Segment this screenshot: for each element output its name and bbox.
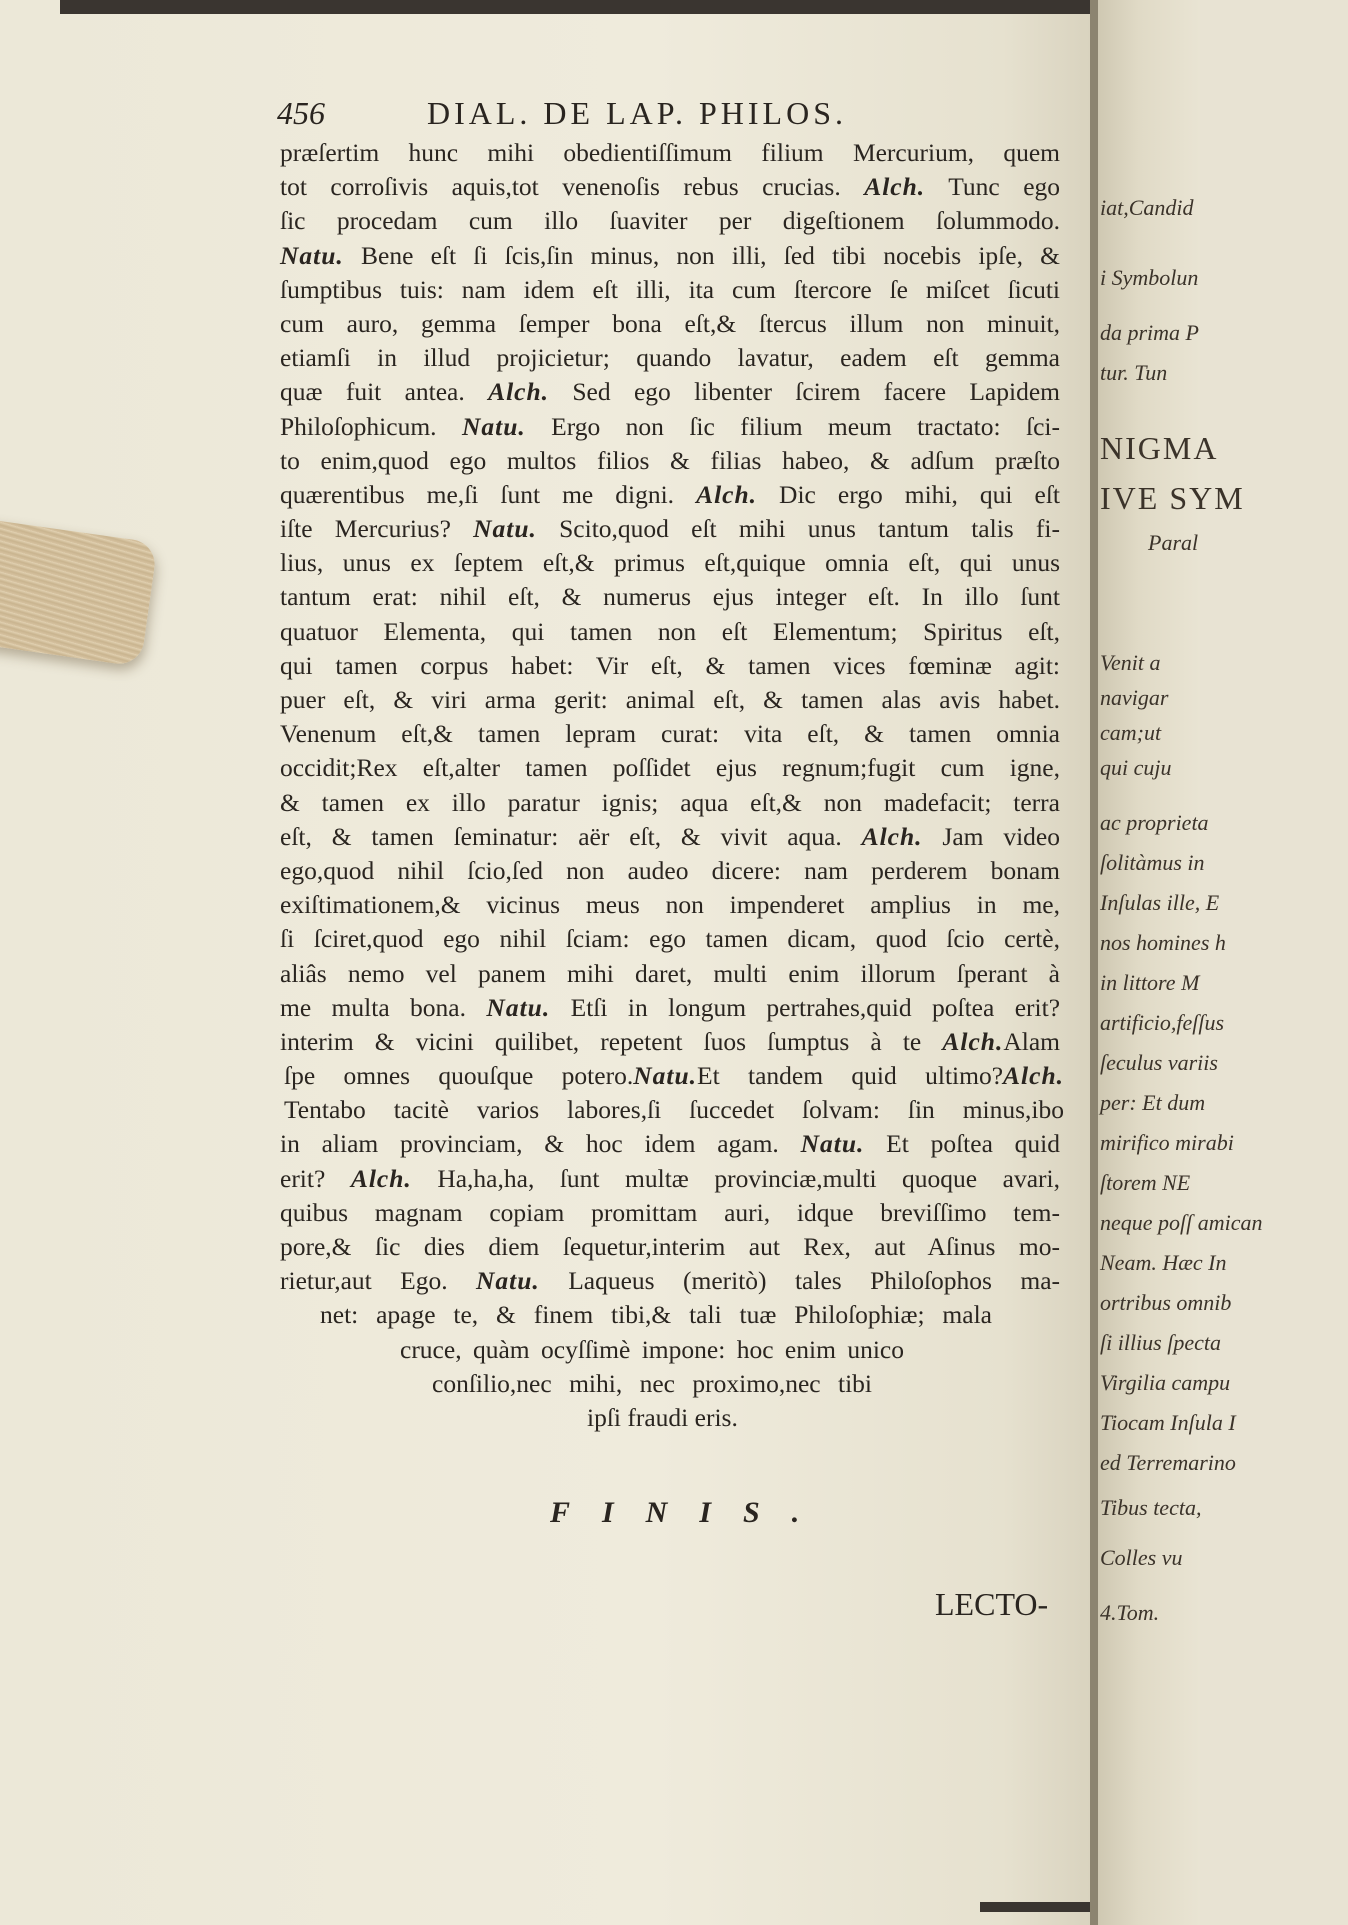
text-span: tantum erat: nihil eſt, & numerus ejus integer eſt. In illo ſunt [280, 582, 1060, 612]
text-span: exiſtimationem,& vicinus meus non impenderet amplius in me, [280, 890, 1060, 920]
text-span: ſic procedam cum illo ſuaviter per digeſtionem ſolummodo. [280, 206, 1060, 236]
text-span: ipſi fraudi eris. [587, 1402, 738, 1432]
bottom-shadow-band [980, 1902, 1100, 1912]
text-span: puer eſt, & viri arma gerit: animal eſt, & tamen alas avis habet. [280, 685, 1060, 714]
speaker-name: Alch. [861, 821, 923, 851]
text-line [280, 410, 1060, 444]
text-line [280, 239, 1060, 273]
text-line [280, 307, 1060, 341]
text-span: interim & vicini quilibet, repetent ſuos ſumptus à te [280, 1026, 943, 1056]
adjacent-page-line: tur. Tun [1100, 360, 1168, 385]
adjacent-page-line: qui cuju [1100, 755, 1172, 780]
text-line [280, 615, 1060, 649]
text-line [280, 991, 1060, 1025]
text-line [587, 1401, 787, 1435]
main-text-block [280, 136, 1064, 1435]
speaker-name: Alch. [488, 377, 550, 407]
text-line [280, 854, 1060, 888]
text-span: Bene eſt ſi ſcis,ſin minus, non illi, ſed tibi nocebis ipſe, & [343, 240, 1060, 270]
adjacent-page-line: in littore M [1100, 970, 1200, 995]
adjacent-page-line: IVE SYM [1100, 480, 1245, 516]
adjacent-page-line: ortribus omnib [1100, 1290, 1232, 1315]
adjacent-page-line: ed Terremarino [1100, 1450, 1236, 1475]
text-line [280, 1127, 1060, 1161]
text-line [280, 170, 1060, 204]
text-line [400, 1333, 904, 1367]
text-span: etiamſi in illud projicietur; quando lavatur, eadem eſt gemma [280, 343, 1060, 373]
text-span: cum auro, gemma ſemper bona eſt,& ſtercus illum non minuit, [280, 308, 1060, 338]
text-span: tot corroſivis aquis,tot venenoſis rebus crucias. [280, 172, 865, 202]
text-span: Venenum eſt,& tamen lepram curat: vita eſt, & tamen omnia [280, 719, 1060, 749]
text-span: ſi ſciret,quod ego nihil ſciam: ego tamen dicam, quod ſcio certè, [280, 924, 1060, 954]
text-line [280, 341, 1060, 375]
adjacent-page [1098, 0, 1263, 1925]
text-span: Etſi in longum pertrahes,quid poſtea erit? [550, 992, 1061, 1022]
text-span: Scito,quod eſt mihi unus tantum talis fi- [536, 514, 1060, 544]
text-line [280, 273, 1060, 307]
text-span: qui tamen corpus habet: Vir eſt, & tamen vices fœminæ agit: [280, 650, 1060, 680]
adjacent-page-line: 4.Tom. [1100, 1600, 1160, 1625]
text-line [280, 580, 1060, 614]
speaker-name: Alch. [864, 172, 926, 202]
speaker-name: Natu. [461, 411, 526, 441]
text-span: Laqueus (meritò) tales Philoſophos ma- [539, 1266, 1060, 1296]
text-line [280, 649, 1060, 683]
text-span: in aliam provinciam, & hoc idem agam. [280, 1129, 801, 1159]
running-head: DIAL. DE LAP. PHILOS. [427, 95, 847, 131]
text-line [280, 1093, 1064, 1127]
adjacent-page-line: neque poſſ amican [1100, 1210, 1263, 1235]
adjacent-page-line: Tibus tecta, [1100, 1495, 1202, 1520]
text-line [280, 1162, 1060, 1196]
text-line [432, 1367, 872, 1401]
text-span: Philoſophicum. [280, 411, 462, 441]
text-span: præſertim hunc mihi obedientiſſimum filium Mercurium, quem [280, 138, 1060, 167]
adjacent-page-line: Venit a [1100, 650, 1161, 675]
text-line [280, 1230, 1060, 1264]
text-line [280, 1059, 1064, 1093]
page-number: 456 [277, 95, 325, 131]
text-span: to enim,quod ego multos filios & filias habeo, & adſum præſto [280, 445, 1060, 475]
adjacent-page-line: Colles vu [1100, 1545, 1183, 1570]
adjacent-page-line: ac proprieta [1100, 810, 1209, 835]
speaker-name: Natu. [473, 514, 537, 544]
text-line [280, 1264, 1060, 1298]
adjacent-page-line: cam;ut [1100, 720, 1162, 745]
text-span: Dic ergo mihi, qui eſt [757, 479, 1060, 509]
text-span: quibus magnam copiam promittam auri, idque breviſſimo tem- [280, 1197, 1060, 1227]
adjacent-page-line: ſolitàmus in [1100, 850, 1205, 875]
speaker-name: Alch. [696, 479, 758, 509]
adjacent-page-line: artificio,feſſus [1100, 1010, 1225, 1035]
page-header [277, 95, 1077, 141]
adjacent-page-line: da prima P [1100, 320, 1199, 345]
adjacent-page-line: mirifico mirabi [1100, 1130, 1234, 1155]
text-span: iſte Mercurius? [280, 514, 474, 544]
text-span: Ha,ha,ha, ſunt multæ provinciæ,multi quoque avari, [411, 1163, 1060, 1193]
text-span: lius, unus ex ſeptem eſt,& primus eſt,quique omnia eſt, qui unus [280, 548, 1060, 578]
text-span: occidit;Rex eſt,alter tamen poſſidet ejus regnum;fugit cum igne, [280, 753, 1060, 783]
brush-bristles [0, 518, 158, 667]
speaker-name: Natu. [280, 240, 344, 270]
text-span: Jam video [922, 821, 1060, 851]
speaker-name: Natu. [633, 1061, 698, 1091]
text-line [280, 922, 1060, 956]
adjacent-page-line: NIGMA [1100, 430, 1219, 466]
text-span: quæ fuit antea. [280, 377, 489, 407]
text-line [280, 683, 1060, 717]
text-line [280, 444, 1060, 478]
adjacent-page-line: Inſulas ille, E [1100, 890, 1220, 915]
text-span: ſpe omnes quouſque potero. [284, 1061, 634, 1091]
text-line [280, 786, 1060, 820]
text-line [280, 888, 1060, 922]
book-spine [1090, 0, 1098, 1925]
text-span: rietur,aut Ego. [280, 1266, 476, 1296]
adjacent-page-line: ſeculus variis [1100, 1050, 1218, 1075]
text-span: eſt, & tamen ſeminatur: aër eſt, & vivit aqua. [280, 821, 862, 851]
speaker-name: Alch. [1003, 1061, 1064, 1091]
adjacent-page-line: Tiocam Inſula I [1100, 1410, 1236, 1435]
text-span: cruce, quàm ocyſſimè impone: hoc enim unico [400, 1334, 904, 1364]
text-span: Ergo non ſic filium meum tractato: ſci- [525, 411, 1060, 441]
text-span: ſumptibus tuis: nam idem eſt illi, ita cum ſtercore ſe miſcet ſicuti [280, 274, 1060, 304]
text-line [280, 204, 1060, 238]
text-span: conſilio,nec mihi, nec proximo,nec tibi [432, 1368, 872, 1398]
text-span: Et poſtea quid [864, 1129, 1060, 1159]
text-span: erit? [280, 1163, 351, 1193]
text-line [320, 1298, 992, 1332]
text-span: ego,quod nihil ſcio,ſed non audeo dicere: nam perderem bonam [280, 855, 1060, 885]
text-line [280, 717, 1060, 751]
top-shadow-band [60, 0, 1090, 14]
text-span: Sed ego libenter ſcirem facere Lapidem [549, 377, 1060, 407]
text-span: aliâs nemo vel panem mihi daret, multi enim illorum ſperant à [280, 958, 1060, 988]
adjacent-page-line: navigar [1100, 685, 1169, 710]
text-span: me multa bona. [280, 992, 487, 1022]
speaker-name: Alch. [942, 1026, 1004, 1056]
text-line [280, 820, 1060, 854]
text-span: pore,& ſic dies diem ſequetur,interim aut Rex, aut Aſinus mo- [280, 1232, 1060, 1261]
text-span: quatuor Elementa, qui tamen non eſt Elementum; Spiritus eſt, [280, 616, 1060, 646]
text-span: Tunc ego [925, 172, 1061, 202]
adjacent-page-line: Neam. Hæc In [1100, 1250, 1227, 1275]
adjacent-page-line: ſtorem NE [1100, 1170, 1191, 1195]
text-span: net: apage te, & finem tibi,& tali tuæ Philoſophiæ; mala [320, 1300, 992, 1330]
text-line [280, 751, 1060, 785]
catchword: LECTO- [935, 1586, 1049, 1622]
text-line [280, 957, 1060, 991]
text-line [280, 1025, 1060, 1059]
adjacent-page-line: nos homines h [1100, 930, 1226, 955]
adjacent-page-line: ſi illius ſpecta [1100, 1330, 1221, 1355]
adjacent-page-line: per: Et dum [1100, 1090, 1206, 1115]
speaker-name: Alch. [350, 1163, 412, 1193]
text-span: & tamen ex illo paratur ignis; aqua eſt,& non madefacit; terra [280, 787, 1060, 817]
text-line [280, 546, 1060, 580]
text-line [280, 1196, 1060, 1230]
text-span: Et tandem quid ultimo? [697, 1061, 1004, 1091]
speaker-name: Natu. [800, 1129, 865, 1159]
speaker-name: Natu. [476, 1266, 540, 1296]
adjacent-page-line: Paral [1148, 530, 1199, 555]
adjacent-page-line: iat,Candid [1100, 195, 1194, 220]
adjacent-page-line: i Symbolun [1100, 265, 1199, 290]
text-span: quærentibus me,ſi ſunt me digni. [280, 479, 697, 509]
text-line [280, 512, 1060, 546]
text-line [280, 136, 1060, 170]
text-span: Alam [1003, 1026, 1060, 1056]
text-line [280, 375, 1060, 409]
speaker-name: Natu. [486, 992, 551, 1022]
text-span: Tentabo tacitè varios labores,ſi ſuccedet ſolvam: ſin minus,ibo [284, 1095, 1064, 1125]
adjacent-page-line: Virgilia campu [1100, 1370, 1231, 1395]
text-line [280, 478, 1060, 512]
finis-mark: FINIS. [550, 1496, 832, 1529]
